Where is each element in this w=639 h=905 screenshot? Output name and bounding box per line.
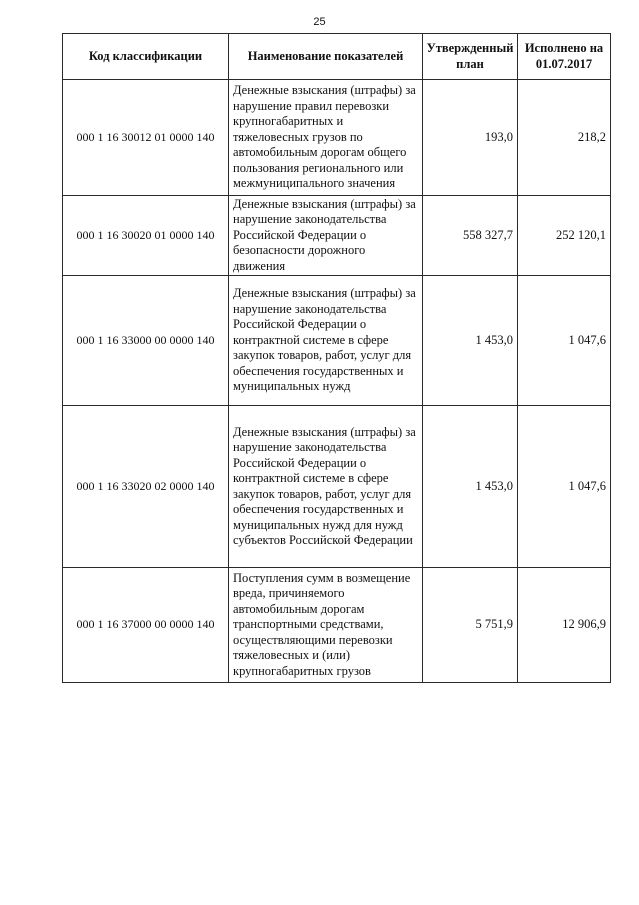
classification-code: 000 1 16 30012 01 0000 140 [63, 80, 229, 196]
table-row [63, 568, 611, 683]
approved-plan-value: 5 751,9 [423, 568, 518, 683]
table-header-row [63, 34, 611, 80]
column-header-code: Код классификации [63, 34, 229, 80]
executed-value: 252 120,1 [518, 196, 611, 276]
revenue-table [62, 33, 611, 683]
table-row [63, 80, 611, 196]
column-header-plan: Утвержденный план [423, 34, 518, 80]
approved-plan-value: 558 327,7 [423, 196, 518, 276]
page-number: 25 [313, 16, 326, 28]
table-row [63, 196, 611, 276]
approved-plan-value: 1 453,0 [423, 276, 518, 406]
table-row [63, 276, 611, 406]
classification-code: 000 1 16 33020 02 0000 140 [63, 406, 229, 568]
indicator-name: Денежные взыскания (штрафы) за нарушение законодательства Российской Федерации о контрактной системе в сфере закупок товаров, работ, услуг для обеспечения государственных и муниципальных нужд [229, 276, 423, 406]
executed-value: 1 047,6 [518, 276, 611, 406]
classification-code: 000 1 16 30020 01 0000 140 [63, 196, 229, 276]
column-header-done: Исполнено на 01.07.2017 [518, 34, 611, 80]
executed-value: 12 906,9 [518, 568, 611, 683]
indicator-name: Денежные взыскания (штрафы) за нарушение правил перевозки крупногабаритных и тяжеловесных грузов по автомобильным дорогам общего пользования регионального или межмуниципального значения [229, 80, 423, 196]
column-header-name: Наименование показателей [229, 34, 423, 80]
indicator-name: Поступления сумм в возмещение вреда, причиняемого автомобильным дорогам транспортными средствами, осуществляющими перевозки тяжеловесных и (или) крупногабаритных грузов [229, 568, 423, 683]
indicator-name: Денежные взыскания (штрафы) за нарушение законодательства Российской Федерации о контрактной системе в сфере закупок товаров, работ, услуг для обеспечения государственных и муниципальных нужд для нужд субъектов Российской Федерации [229, 406, 423, 568]
indicator-name: Денежные взыскания (штрафы) за нарушение законодательства Российской Федерации о безопасности дорожного движения [229, 196, 423, 276]
executed-value: 218,2 [518, 80, 611, 196]
classification-code: 000 1 16 33000 00 0000 140 [63, 276, 229, 406]
executed-value: 1 047,6 [518, 406, 611, 568]
classification-code: 000 1 16 37000 00 0000 140 [63, 568, 229, 683]
table-row [63, 406, 611, 568]
approved-plan-value: 1 453,0 [423, 406, 518, 568]
approved-plan-value: 193,0 [423, 80, 518, 196]
